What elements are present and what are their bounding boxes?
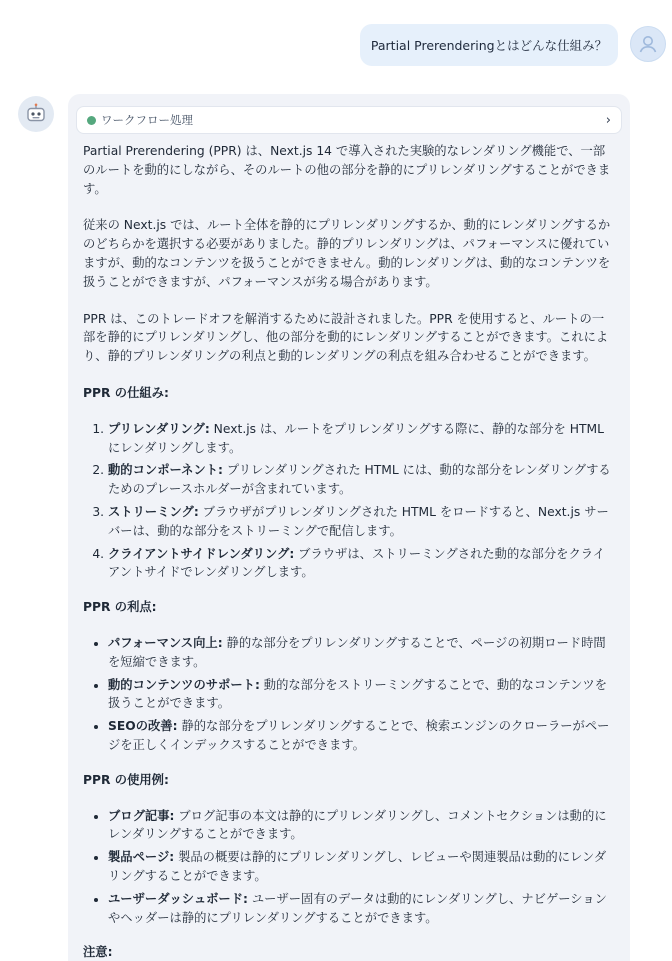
- assistant-message-body: [83, 142, 615, 961]
- how-it-works-list: [83, 420, 615, 582]
- list-item: • 製品ページ: 製品の概要は静的にプリレンダリングし、レビューや関連製品は動的にレンダリングすることができます。: [108, 848, 615, 886]
- user-message-row: [0, 22, 672, 68]
- robot-icon: [24, 102, 48, 126]
- user-avatar: [630, 26, 666, 62]
- benefits-list: [83, 634, 615, 755]
- user-icon: [636, 32, 660, 56]
- assistant-message-card: [68, 94, 630, 961]
- list-item: • ユーザーダッシュボード: ユーザー固有のデータは動的にレンダリングし、ナビゲーションやヘッダーは静的にプリレンダリングすることができます。: [108, 890, 615, 928]
- heading-how-it-works: PPR の仕組み:: [83, 385, 169, 400]
- user-message-bubble: Partial Prerenderingとはどんな仕組み？: [360, 24, 618, 66]
- workflow-label: ワークフロー処理: [101, 113, 193, 127]
- workflow-status-icon: [87, 116, 96, 125]
- heading-note: 注意:: [83, 945, 113, 960]
- paragraph-intro: Partial Prerendering (PPR) は、Next.js 14 で導入された実験的なレンダリング機能で、一部のルートを動的にしながら、そのルートの他の部分を静的にプリレンダリングすることができます。: [83, 144, 611, 196]
- list-item: • ブログ記事: ブログ記事の本文は静的にプリレンダリングし、コメントセクションは動的にレンダリングすることができます。: [108, 807, 615, 845]
- list-item: 1. プリレンダリング: Next.js は、ルートをプリレンダリングする際に、静的な部分を HTML にレンダリングします。: [108, 420, 615, 458]
- list-item: 4. クライアントサイドレンダリング: ブラウザは、ストリーミングされた動的な部分をクライアントサイドでレンダリングします。: [108, 545, 615, 583]
- list-item: 3. ストリーミング: ブラウザがプリレンダリングされた HTML をロードすると、Next.js サーバーは、動的な部分をストリーミングで配信します。: [108, 503, 615, 541]
- heading-benefits: PPR の利点:: [83, 600, 157, 615]
- bot-avatar: [18, 96, 54, 132]
- list-item: 2. 動的コンポーネント: プリレンダリングされた HTML には、動的な部分をレンダリングするためのプレースホルダーが含まれています。: [108, 461, 615, 499]
- list-item: • 動的コンテンツのサポート: 動的な部分をストリーミングすることで、動的なコンテンツを扱うことができます。: [108, 676, 615, 714]
- paragraph-background: 従来の Next.js では、ルート全体を静的にプリレンダリングするか、動的にレンダリングするかのどちらかを選択する必要がありました。静的プリレンダリングは、パフォーマンスに優れていますが、動的なコンテンツを扱うことができません。動的レンダリングは、動的なコンテンツを扱うことができますが、パフォーマンスが劣る場合があります。: [83, 218, 611, 289]
- chevron-right-icon: ›: [605, 112, 611, 128]
- use-cases-list: [83, 807, 615, 928]
- list-item: • パフォーマンス向上: 静的な部分をプリレンダリングすることで、ページの初期ロード時間を短縮できます。: [108, 634, 615, 672]
- paragraph-purpose: PPR は、このトレードオフを解消するために設計されました。PPR を使用すると、ルートの一部を静的にプリレンダリングし、他の部分を動的にレンダリングすることができます。これにより、静的プリレンダリングの利点と動的レンダリングの利点を組み合わせることができます。: [83, 311, 609, 364]
- list-item: • SEOの改善: 静的な部分をプリレンダリングすることで、検索エンジンのクローラーがページを正しくインデックスすることができます。: [108, 717, 615, 755]
- workflow-process-toggle[interactable]: [76, 106, 622, 134]
- heading-use-cases: PPR の使用例:: [83, 772, 169, 787]
